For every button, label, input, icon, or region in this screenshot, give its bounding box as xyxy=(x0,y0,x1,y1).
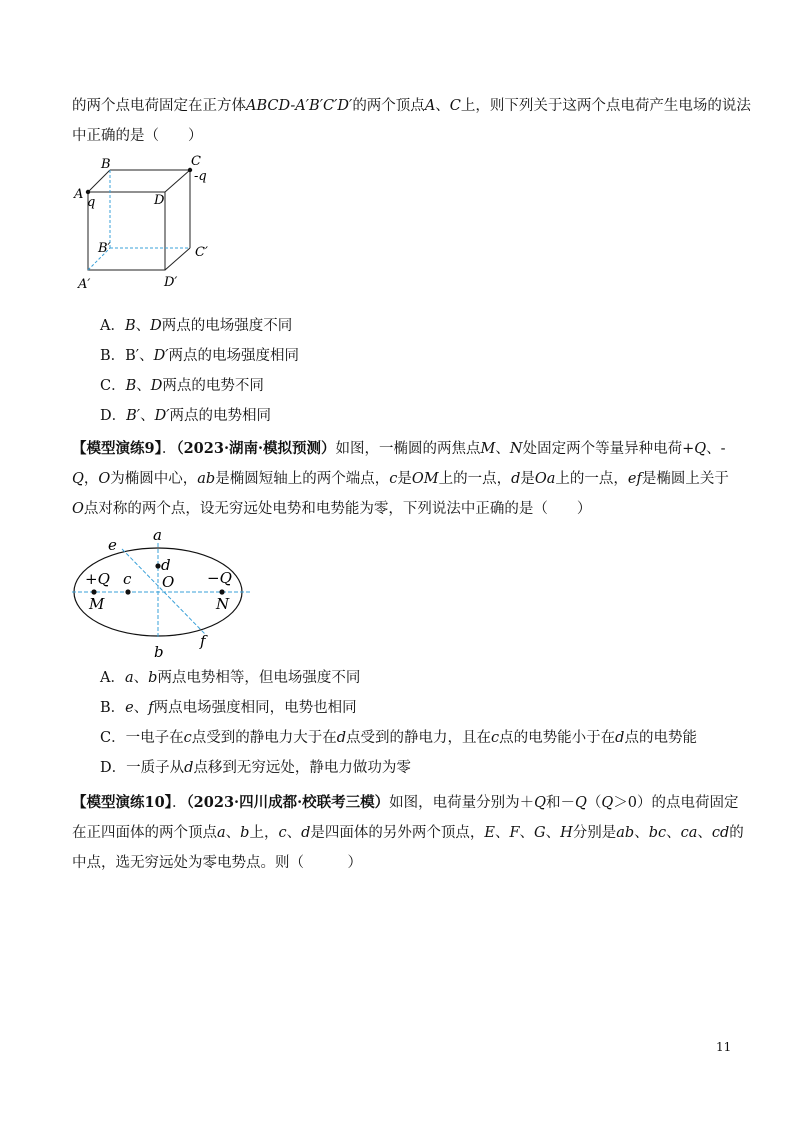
label-d: d xyxy=(161,556,171,574)
cube-edge-bottom-right xyxy=(165,248,190,270)
page-number: 11 xyxy=(716,1040,732,1054)
q9-stem-line3: O点对称的两个点，设无穷远处电势和电势能为零，下列说法中正确的是（ ） xyxy=(72,501,592,517)
q9-stem xyxy=(72,434,732,524)
label-e: e xyxy=(108,536,117,554)
q9-option-d[interactable]: D．一质子从d点移到无穷远处，静电力做功为零 xyxy=(100,760,411,776)
q9-option-c[interactable]: C．一电子在c点受到的静电力大于在d点受到的静电力，且在c点的电势能小于在d点的电势能 xyxy=(100,730,697,746)
label-O: O xyxy=(162,573,175,591)
point-d xyxy=(155,563,160,568)
q8-stem xyxy=(72,91,751,151)
label-N: N xyxy=(216,595,230,613)
label-D: D xyxy=(154,193,165,208)
q8-option-c[interactable]: C．B、D两点的电势不同 xyxy=(100,378,264,394)
label-b: b xyxy=(154,643,164,661)
q8-stem-line1: 的两个点电荷固定在正方体ABCD-A′B′C′D′的两个顶点A、C上，则下列关于这两个点电荷产生电场的说法 xyxy=(72,98,751,114)
q9-option-b[interactable]: B．e、f两点电场强度相同，电势也相同 xyxy=(100,700,357,716)
label-f: f xyxy=(200,632,206,650)
label-a: a xyxy=(153,526,162,544)
label-minus-q: -q xyxy=(194,169,207,184)
q8-option-d[interactable]: D．B′、D′两点的电势相同 xyxy=(100,408,272,424)
q10-stem-line2: 在正四面体的两个顶点a、b上，c、d是四面体的另外两个顶点，E、F、G、H分别是ab、bc、ca、cd的 xyxy=(72,825,744,841)
label-C: C xyxy=(191,154,201,169)
label-C-prime: C′ xyxy=(195,245,208,260)
label-minus-Q: −Q xyxy=(207,569,232,587)
point-M xyxy=(91,589,96,594)
ellipse-figure xyxy=(70,525,270,663)
label-plus-Q: +Q xyxy=(85,570,110,588)
label-B-prime: B′ xyxy=(98,241,111,256)
label-D-prime: D′ xyxy=(164,275,178,290)
label-M: M xyxy=(89,595,105,613)
label-B: B xyxy=(101,157,111,172)
point-c xyxy=(125,589,130,594)
q8-stem-line2: 中正确的是（ ） xyxy=(72,128,203,144)
q10-stem-line3: 中点，选无穷远处为零电势点。则（ ） xyxy=(72,855,362,871)
charge-dot-A xyxy=(86,190,90,194)
label-q: q xyxy=(87,195,96,210)
q10-stem xyxy=(72,788,744,878)
q8-option-a[interactable]: A．B、D两点的电场强度不同 xyxy=(100,318,293,334)
cube-edge-top-left xyxy=(88,170,110,192)
label-c: c xyxy=(123,570,132,588)
point-N xyxy=(219,589,224,594)
label-A: A xyxy=(74,187,84,202)
q9-stem-line1: 【模型演练9】．（2023·湖南·模拟预测）如图，一椭圆的两焦点M、N处固定两个等量异种电荷+Q、- xyxy=(72,440,726,457)
q8-option-b[interactable]: B．B′、D′两点的电场强度相同 xyxy=(100,348,300,364)
q9-option-a[interactable]: A．a、b两点电势相等，但电场强度不同 xyxy=(100,670,361,686)
q9-stem-line2: Q，O为椭圆中心，ab是椭圆短轴上的两个端点，c是OM上的一点，d是Oa上的一点，ef是椭圆上关于 xyxy=(72,471,729,487)
cube-figure xyxy=(70,150,230,295)
label-A-prime: A′ xyxy=(78,277,91,292)
cube-edge-top-right xyxy=(165,170,190,192)
q10-stem-line1: 【模型演练10】．（2023·四川成都·校联考三模）如图，电荷量分别为＋Q和－Q（Q＞0）的点电荷固定 xyxy=(72,794,739,811)
